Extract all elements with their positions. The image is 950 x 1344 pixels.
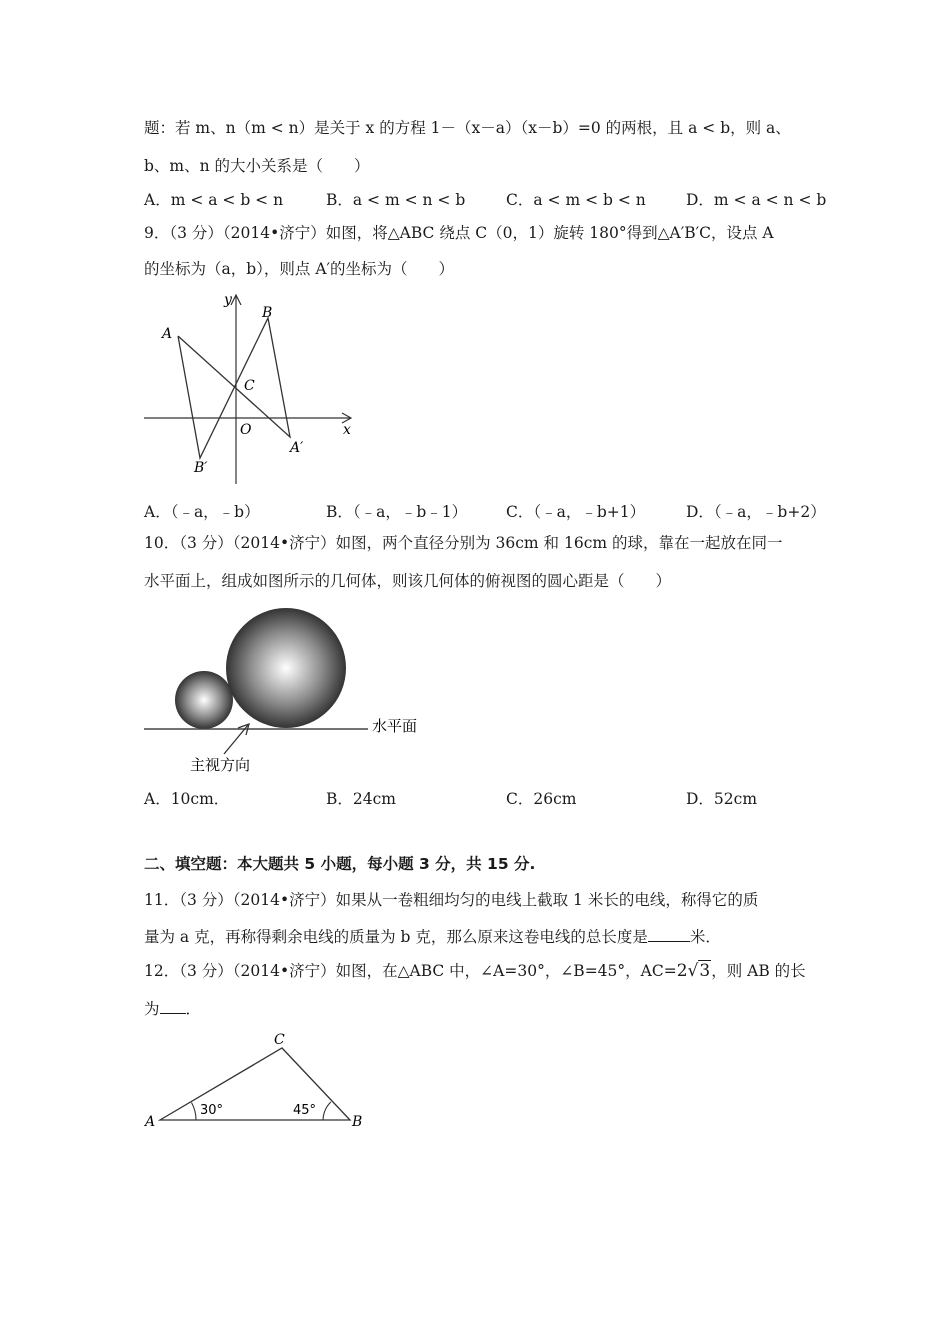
q11-answer-blank xyxy=(648,927,690,942)
q8-option-a: A．m < a < b < n xyxy=(144,191,284,209)
label-b-q12: B xyxy=(352,1114,363,1130)
q11-line-1: 11．（3 分）（2014•济宁）如果从一卷粗细均匀的电线上截取 1 米长的电线，称得它的质 xyxy=(144,891,759,909)
q11-text-after-blank: 米． xyxy=(689,928,721,946)
q10-line-1: 10．（3 分）（2014•济宁）如图，两个直径分别为 36cm 和 16cm 的球，靠在一起放在同一 xyxy=(144,534,783,552)
q9-option-c: C．（﹣a，﹣b+1） xyxy=(506,503,646,521)
label-direction: 主视方向 xyxy=(190,756,251,774)
label-a: A xyxy=(162,326,173,342)
q8-line-1: 题：若 m、n（m < n）是关于 x 的方程 1－（x－a）（x－b）=0 的两根，且 a < b，则 a、 xyxy=(144,119,791,137)
label-b: B xyxy=(262,305,273,321)
q9-option-a: A．（﹣a，﹣b） xyxy=(144,503,260,521)
q8-option-b: B．a < m < n < b xyxy=(326,191,466,209)
label-c: C xyxy=(244,378,255,394)
sqrt-coefficient: 2 xyxy=(676,961,688,981)
q10-option-d: D．52cm xyxy=(686,790,758,808)
q8-option-d: D．m < a < n < b xyxy=(686,191,827,209)
q9-line-1: 9．（3 分）（2014•济宁）如图，将△ABC 绕点 C（0，1）旋转 180°得到△A′B′C，设点 A xyxy=(144,224,774,242)
section-2-title: 二、填空题：本大题共 5 小题，每小题 3 分，共 15 分. xyxy=(144,855,536,873)
q8-line-2: b、m、n 的大小关系是（ ） xyxy=(144,157,370,175)
q9-rotation-figure xyxy=(140,290,360,490)
label-c-q12: C xyxy=(274,1032,285,1048)
q8-option-c: C．a < m < b < n xyxy=(506,191,646,209)
triangle-abc-q12 xyxy=(160,1048,350,1120)
q12-triangle-figure xyxy=(140,1026,380,1136)
q12-line-2 xyxy=(144,999,201,1019)
q11-text-before-blank: 量为 a 克，再称得剩余电线的质量为 b 克，那么原来这卷电线的总长度是 xyxy=(144,928,648,946)
q9-line-2: 的坐标为（a，b），则点 A′的坐标为（ ） xyxy=(144,260,455,278)
angle-a-arc xyxy=(192,1103,197,1121)
q12-text-after-sqrt: ，则 AB 的长 xyxy=(711,962,806,980)
label-y: y xyxy=(224,292,232,308)
q9-option-b: B．（﹣a，﹣b﹣1） xyxy=(326,503,468,521)
q12-sqrt-expression xyxy=(677,960,712,981)
q10-option-a: A．10cm． xyxy=(144,790,230,808)
angle-b-arc xyxy=(323,1102,331,1120)
label-x: x xyxy=(343,422,351,438)
q12-text-before-sqrt: 12．（3 分）（2014•济宁）如图，在△ABC 中，∠A=30°，∠B=45°，AC= xyxy=(144,962,677,980)
sqrt-radicand: 3 xyxy=(699,961,711,981)
label-a-q12: A xyxy=(145,1114,156,1130)
q10-option-c: C．26cm xyxy=(506,790,577,808)
sqrt-symbol-icon: √ xyxy=(687,961,699,981)
q12-answer-blank xyxy=(160,999,186,1014)
label-b-prime: B′ xyxy=(194,460,208,476)
label-angle-b: 45° xyxy=(293,1103,317,1118)
q10-spheres-figure xyxy=(140,604,440,780)
triangle-abc xyxy=(178,318,290,458)
q9-option-d: D．（﹣a，﹣b+2） xyxy=(686,503,826,521)
q10-line-2: 水平面上，组成如图所示的几何体，则该几何体的俯视图的圆心距是（ ） xyxy=(144,572,672,590)
q11-line-2 xyxy=(144,927,721,947)
q10-option-b: B．24cm xyxy=(326,790,396,808)
label-o: O xyxy=(240,422,252,438)
label-a-prime: A′ xyxy=(290,440,304,456)
label-plane: 水平面 xyxy=(372,717,418,735)
large-sphere xyxy=(226,608,346,728)
q12-line-1 xyxy=(144,961,806,981)
small-sphere xyxy=(175,671,233,729)
q12-text-before-blank: 为 xyxy=(144,1000,160,1018)
label-angle-a: 30° xyxy=(200,1103,224,1118)
q12-text-after-blank: ． xyxy=(185,1000,202,1018)
